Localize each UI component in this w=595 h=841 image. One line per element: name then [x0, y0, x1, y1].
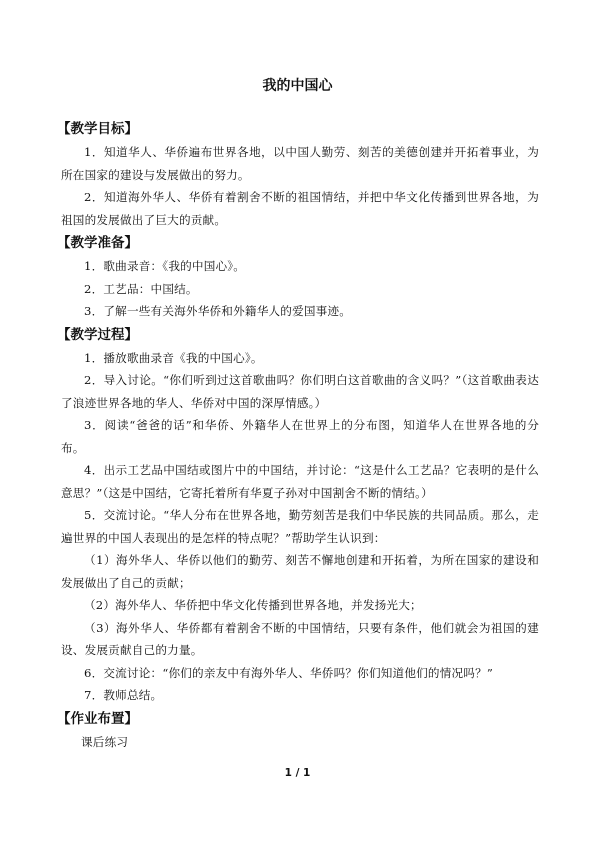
- process-item-3: 3．阅读“爸爸的话”和华侨、外籍华人在世界上的分布图，知道华人在世界各地的分布。: [61, 418, 539, 455]
- section-heading-goals: 【教学目标】: [57, 121, 138, 137]
- section-heading-prep: 【教学准备】: [57, 235, 138, 251]
- process-item-7: 7．教师总结。: [84, 688, 163, 702]
- goal-item-2: 2．知道海外华人、华侨有着割舍不断的祖国情结，并把中华文化传播到世界各地，为祖国的发展做出了巨大的贡献。: [61, 190, 539, 227]
- process-item-1: 1．播放歌曲录音《我的中国心》。: [84, 350, 263, 365]
- prep-item-2: 2．工艺品：中国结。: [84, 281, 198, 296]
- process-subitem-2: （2）海外华人、华侨把中华文化传播到世界各地，并发扬光大；: [84, 598, 422, 612]
- goal-item-1: 1．知道华人、华侨遍布世界各地，以中国人勤劳、刻苦的美德创建并开拓着事业，为所在国家的建设与发展做出的努力。: [61, 145, 539, 182]
- section-heading-process: 【教学过程】: [57, 326, 138, 343]
- prep-item-3: 3．了解一些有关海外华侨和外籍华人的爱国事迹。: [84, 304, 352, 318]
- homework-item-1: 课后练习: [81, 734, 129, 749]
- process-item-6: 6．交流讨论：“你们的亲友中有海外华人、华侨吗？你们知道他们的情况吗？”: [84, 665, 494, 680]
- section-heading-homework: 【作业布置】: [57, 710, 138, 727]
- process-subitem-1: （1）海外华人、华侨以他们的勤劳、刻苦不懈地创建和开拓着，为所在国家的建设和发展做出了自己的贡献；: [61, 553, 539, 590]
- process-item-5: 5．交流讨论。“华人分布在世界各地，勤劳刻苦是我们中华民族的共同品质。那么，走遍世界的中国人表现出的是怎样的特点呢？”帮助学生认识到：: [61, 508, 539, 545]
- process-item-4: 4．出示工艺品中国结或图片中的中国结，并讨论：“这是什么工艺品？它表明的是什么意思？”（这是中国结，它寄托着所有华夏子孙对中国割舍不断的情结。）: [61, 463, 539, 500]
- page-number: 1 / 1: [284, 767, 311, 779]
- process-item-2: 2．导入讨论。“你们听到过这首歌曲吗？你们明白这首歌曲的含义吗？”（这首歌曲表达了浪迹世界各地的华人、华侨对中国的深厚情感。）: [61, 373, 539, 410]
- document-body: [57, 117, 539, 753]
- process-subitem-3: （3）海外华人、华侨都有着割舍不断的中国情结，只要有条件，他们就会为祖国的建设、发展贡献自己的力量。: [61, 620, 539, 657]
- prep-item-1: 1．歌曲录音：《我的中国心》。: [84, 259, 246, 273]
- page-title: 我的中国心: [262, 78, 333, 94]
